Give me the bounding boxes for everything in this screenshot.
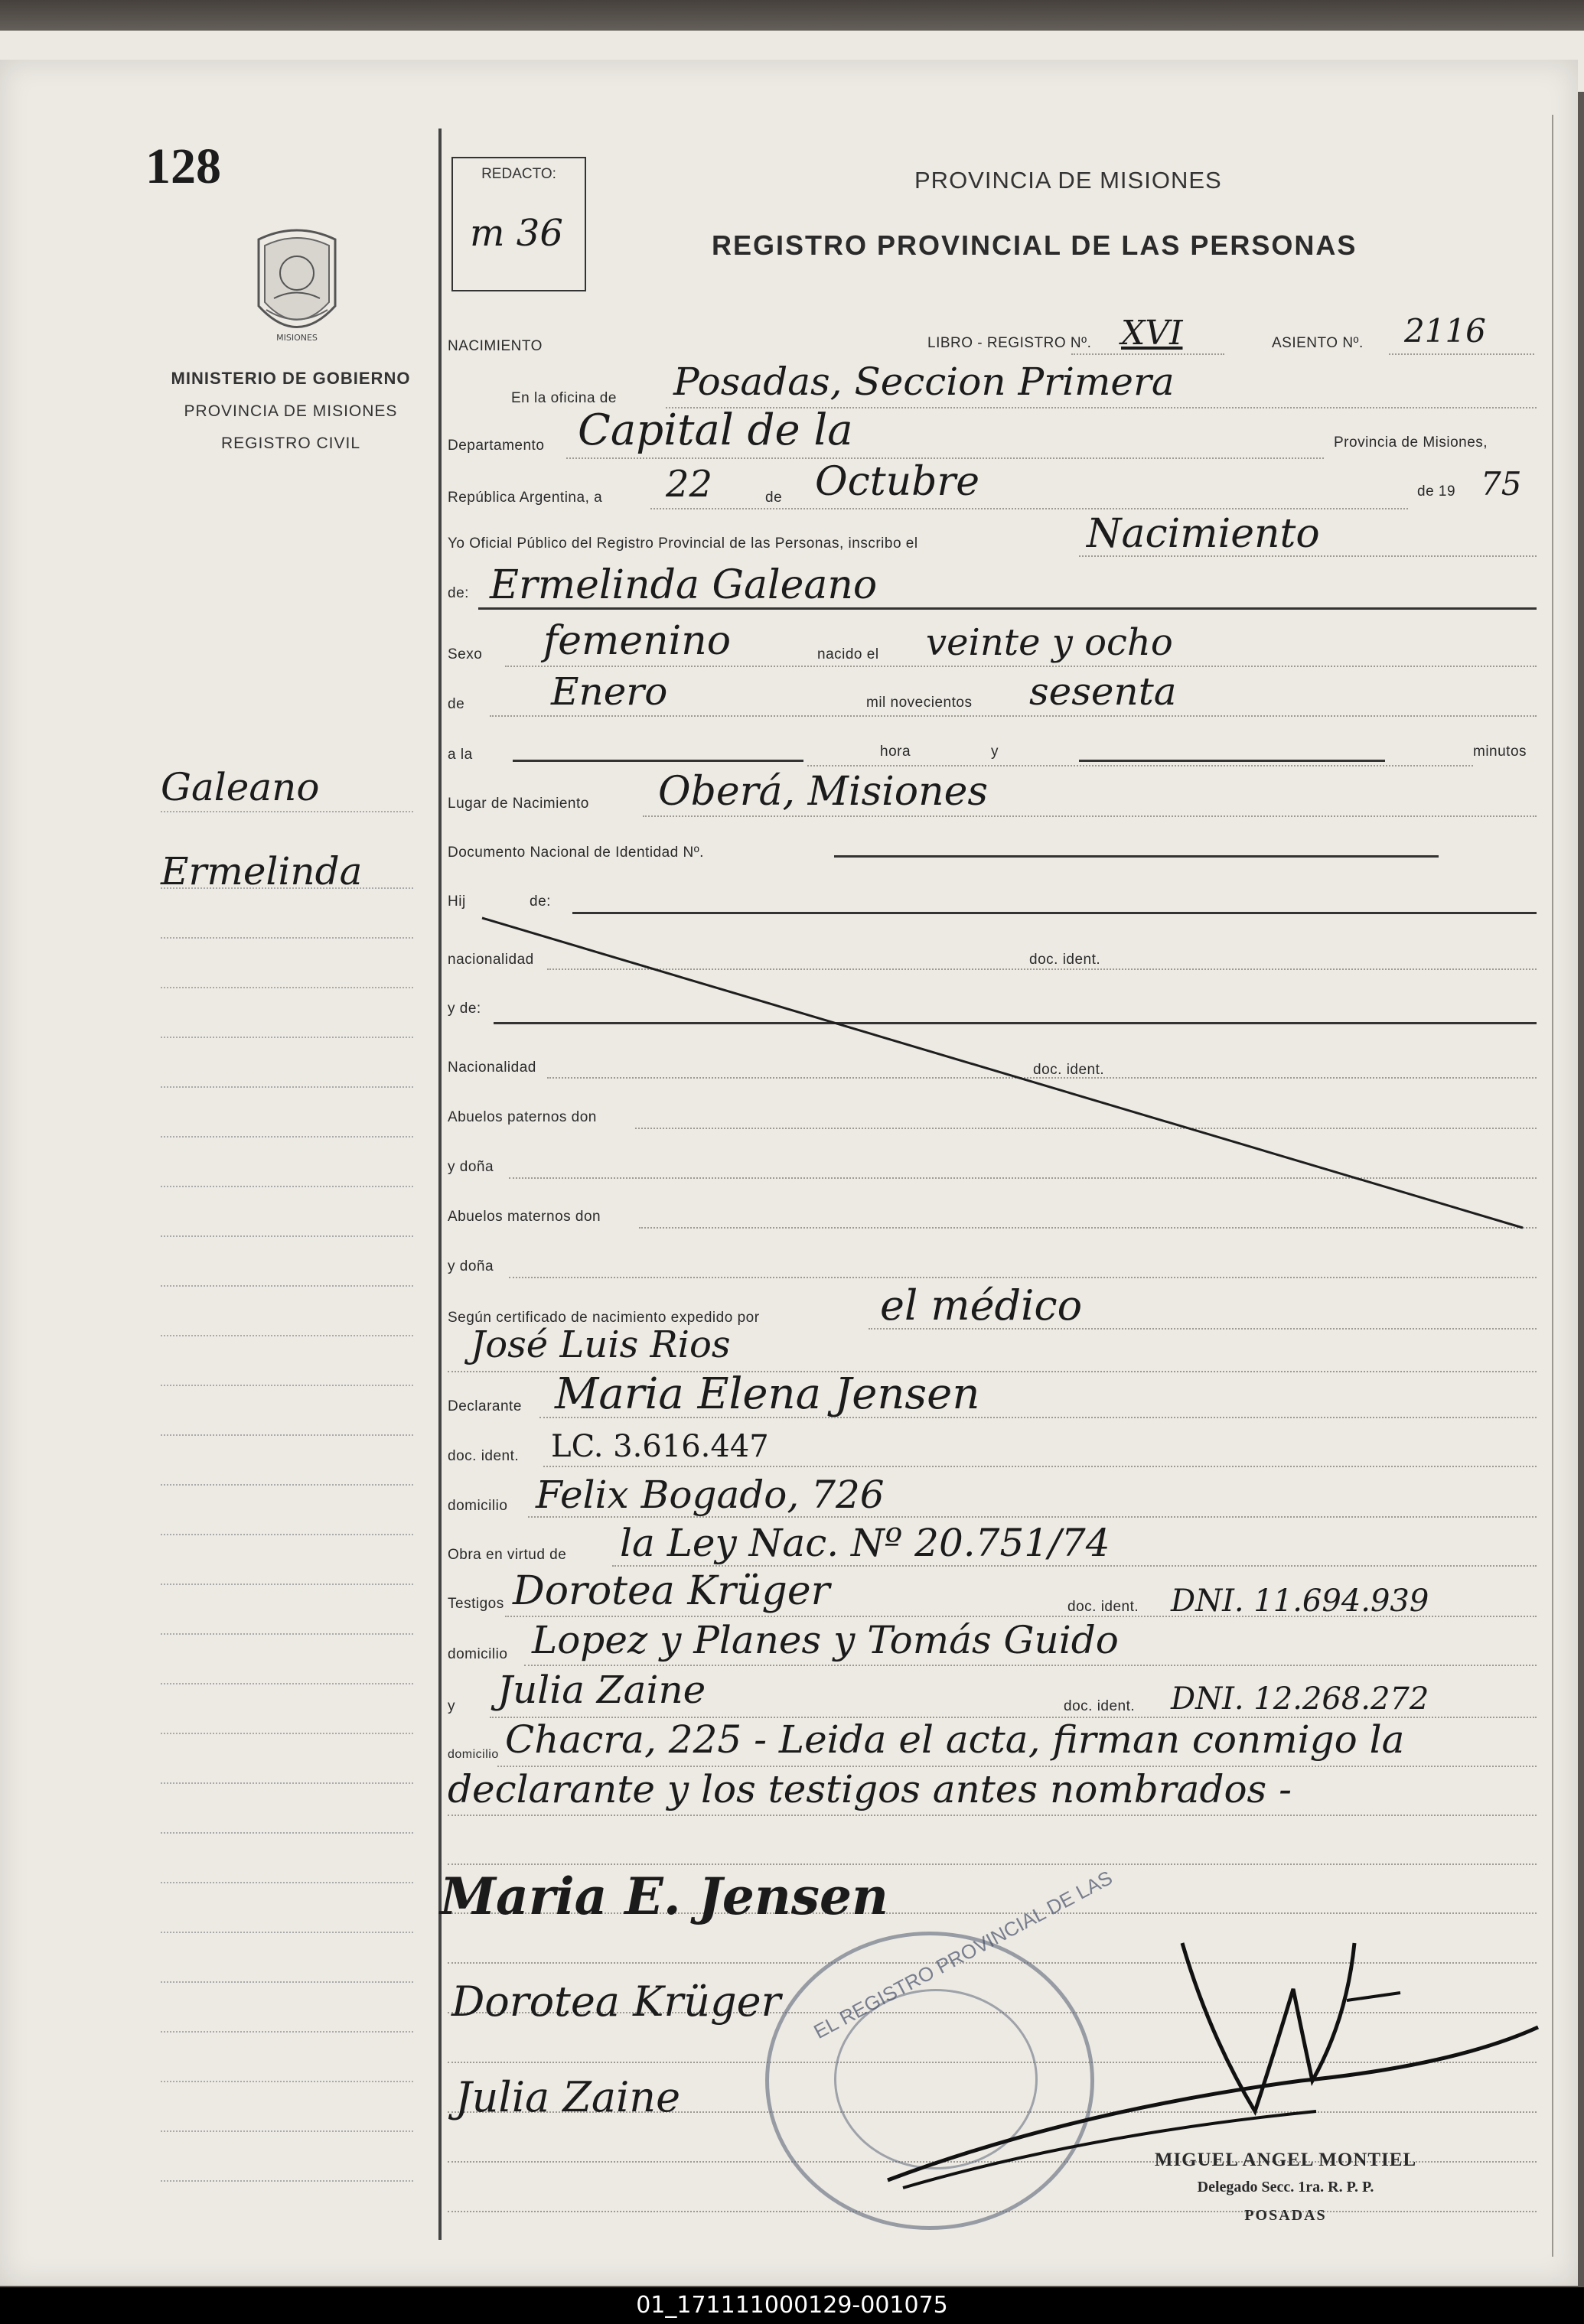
mes-label: de xyxy=(448,696,465,712)
doc-ident-label-2: doc. ident. xyxy=(1033,1062,1105,1078)
hij-label: Hij xyxy=(448,893,466,910)
testigo1-name: Dorotea Krüger xyxy=(513,1568,830,1614)
hora-a-label: a la xyxy=(448,747,473,763)
declarante-label: Declarante xyxy=(448,1398,522,1414)
testigo1-dom-label: domicilio xyxy=(448,1646,508,1662)
testigos-label: Testigos xyxy=(448,1596,504,1612)
doc-ident-label-1: doc. ident. xyxy=(1029,952,1101,968)
nacido-value: veinte y ocho xyxy=(926,621,1173,664)
testigo2-doc-label: doc. ident. xyxy=(1064,1698,1136,1714)
fecha-de-label: de xyxy=(765,490,783,506)
nacionalidad-label-2: Nacionalidad xyxy=(448,1059,536,1076)
testigo1-dom: Lopez y Planes y Tomás Guido xyxy=(532,1618,1119,1662)
registry-heading: REGISTRO PROVINCIAL DE LAS PERSONAS xyxy=(712,229,1357,261)
testigo1-doc-label: doc. ident. xyxy=(1067,1599,1139,1615)
libro-value: XVI xyxy=(1121,314,1183,353)
provincia-suffix: Provincia de Misiones, xyxy=(1334,435,1488,451)
redacto-label: REDACTO: xyxy=(481,166,556,182)
abuelos-maternos-label: Abuelos maternos don xyxy=(448,1209,601,1225)
departamento-value: Capital de la xyxy=(578,405,853,455)
nacionalidad-label: nacionalidad xyxy=(448,952,534,968)
fecha-month: Octubre xyxy=(815,459,980,505)
declarante-doc-value: LC. 3.616.447 xyxy=(551,1429,769,1464)
scan-id-bar: 01_171111000129-001075 xyxy=(0,2287,1584,2324)
abuelos-paternos-label: Abuelos paternos don xyxy=(448,1109,597,1125)
declarante-name: Maria Elena Jensen xyxy=(555,1369,980,1419)
signature-testigo1: Dorotea Krüger xyxy=(451,1977,781,2026)
folio-number: 128 xyxy=(145,138,221,194)
inscribo-label: Yo Oficial Público del Registro Provincial de las Personas, inscribo el xyxy=(448,535,918,552)
testigo2-dom-cont: declarante y los testigos antes nombrados - xyxy=(448,1767,1292,1811)
testigo1-doc: DNI. 11.694.939 xyxy=(1171,1584,1429,1619)
officer-name: MIGUEL ANGEL MONTIEL xyxy=(1154,2150,1417,2170)
ministry-line2: PROVINCIA DE MISIONES xyxy=(184,402,398,420)
testigo2-name: Julia Zaine xyxy=(497,1668,706,1712)
officer-title: Delegado Secc. 1ra. R. P. P. xyxy=(1197,2179,1374,2195)
stamp-text: EL REGISTRO PROVINCIAL DE LAS xyxy=(810,1866,1116,2043)
declarante-dom-label: domicilio xyxy=(448,1498,508,1514)
certificado-value: el médico xyxy=(880,1281,1083,1330)
officer-stamp-block xyxy=(1125,2150,1446,2225)
testigo2-dom: Chacra, 225 - Leida el acta, firman conmigo la xyxy=(505,1717,1405,1762)
mil-label: mil novecientos xyxy=(866,695,973,711)
certificado-medico: José Luis Rios xyxy=(471,1323,731,1366)
act-type-label: NACIMIENTO xyxy=(448,338,543,354)
province-heading: PROVINCIA DE MISIONES xyxy=(914,167,1222,194)
abuelos-paternos-dona-label: y doña xyxy=(448,1159,494,1175)
hijo-de-label: de: xyxy=(530,893,551,910)
persona-label: de: xyxy=(448,585,469,601)
oficina-value: Posadas, Seccion Primera xyxy=(673,360,1175,404)
sexo-label: Sexo xyxy=(448,646,483,662)
testigo2-doc: DNI. 12.268.272 xyxy=(1171,1681,1429,1717)
testigo2-dom-label: domicilio xyxy=(448,1748,499,1761)
nacido-label: nacido el xyxy=(817,646,879,662)
redacto-value: m 36 xyxy=(470,212,563,255)
mil-value: sesenta xyxy=(1029,669,1177,714)
officer-city: POSADAS xyxy=(1244,2207,1327,2224)
lugar-label: Lugar de Nacimiento xyxy=(448,796,589,812)
certificado-label: Según certificado de nacimiento expedido por xyxy=(448,1310,760,1326)
sexo-value: femenino xyxy=(543,618,732,664)
fecha-day: 22 xyxy=(666,463,713,506)
ministry-line1: MINISTERIO DE GOBIERNO xyxy=(171,369,411,388)
minutos-label: minutos xyxy=(1473,744,1527,760)
mes-value: Enero xyxy=(551,669,668,714)
asiento-value: 2116 xyxy=(1404,312,1486,350)
fecha-year-label: de 19 xyxy=(1417,483,1456,500)
obra-value: la Ley Nac. Nº 20.751/74 xyxy=(620,1521,1110,1565)
departamento-label: Departamento xyxy=(448,438,545,454)
y-de-label: y de: xyxy=(448,1001,481,1017)
fecha-year: 75 xyxy=(1481,465,1522,503)
persona-name: Ermelinda Galeano xyxy=(490,562,878,608)
signature-testigo2: Julia Zaine xyxy=(455,2073,681,2121)
signature-declarante: Maria E. Jensen xyxy=(440,1867,889,1926)
libro-label: LIBRO - REGISTRO Nº. xyxy=(927,335,1092,351)
dni-label: Documento Nacional de Identidad Nº. xyxy=(448,845,704,861)
ministry-line3: REGISTRO CIVIL xyxy=(220,435,361,452)
margin-note-name: Ermelinda xyxy=(161,849,363,893)
hora-label: hora xyxy=(880,744,911,760)
asiento-label: ASIENTO Nº. xyxy=(1272,335,1364,351)
abuelos-maternos-dona-label: y doña xyxy=(448,1258,494,1274)
obra-label: Obra en virtud de xyxy=(448,1547,567,1563)
hora-y-label: y xyxy=(991,744,999,760)
testigo2-y-label: y xyxy=(448,1698,455,1714)
lugar-value: Oberá, Misiones xyxy=(658,769,989,815)
oficina-label: En la oficina de xyxy=(511,390,617,406)
margin-note-surname: Galeano xyxy=(161,765,320,809)
fecha-label: República Argentina, a xyxy=(448,490,603,506)
declarante-doc-label: doc. ident. xyxy=(448,1448,520,1464)
svg-text:MISIONES: MISIONES xyxy=(276,333,318,343)
declarante-dom-value: Felix Bogado, 726 xyxy=(536,1473,885,1517)
inscribo-value: Nacimiento xyxy=(1087,511,1320,557)
